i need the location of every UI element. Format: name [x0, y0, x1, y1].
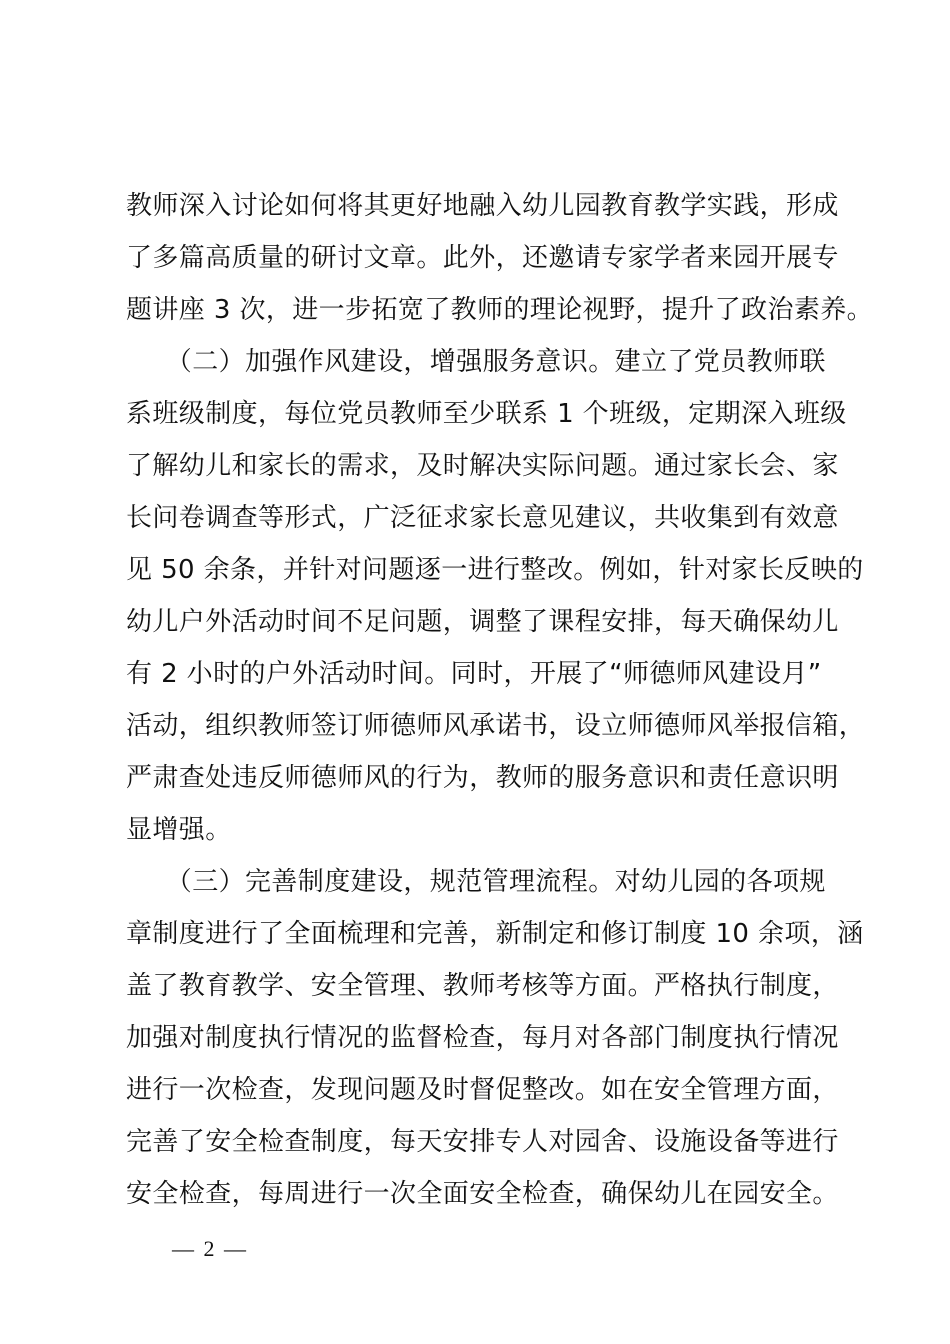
text-line: 了多篇高质量的研讨文章。此外，还邀请专家学者来园开展专 [126, 243, 839, 273]
section-heading-line: （三）完善制度建设，规范管理流程。对幼儿园的各项规 [126, 867, 826, 897]
text-line: 见 50 余条，并针对问题逐一进行整改。例如，针对家长反映的 [126, 555, 864, 585]
text-line: 章制度进行了全面梳理和完善，新制定和修订制度 10 余项，涵 [126, 919, 864, 949]
text-line: 盖了教育教学、安全管理、教师考核等方面。严格执行制度， [126, 971, 839, 1001]
body-text [126, 180, 874, 1220]
text-line: 幼儿户外活动时间不足问题，调整了课程安排，每天确保幼儿 [126, 607, 839, 637]
page-number: — 2 — [172, 1236, 248, 1261]
text-line: 活动，组织教师签订师德师风承诺书，设立师德师风举报信箱， [126, 711, 866, 741]
text-line: 题讲座 3 次，进一步拓宽了教师的理论视野，提升了政治素养。 [126, 295, 874, 325]
text-line: 有 2 小时的户外活动时间。同时，开展了“师德师风建设月” [126, 659, 822, 689]
text-line: 了解幼儿和家长的需求，及时解决实际问题。通过家长会、家 [126, 451, 839, 481]
text-line: 加强对制度执行情况的监督检查，每月对各部门制度执行情况 [126, 1023, 839, 1053]
text-line: 完善了安全检查制度，每天安排专人对园舍、设施设备等进行 [126, 1127, 839, 1157]
text-line: 教师深入讨论如何将其更好地融入幼儿园教育教学实践，形成 [126, 191, 839, 221]
text-line: 长问卷调查等形式，广泛征求家长意见建议，共收集到有效意 [126, 503, 839, 533]
text-line: 显增强。 [126, 815, 232, 845]
text-line: 系班级制度，每位党员教师至少联系 1 个班级，定期深入班级 [126, 399, 847, 429]
section-heading-line: （二）加强作风建设，增强服务意识。建立了党员教师联 [126, 347, 826, 377]
text-line: 严肃查处违反师德师风的行为，教师的服务意识和责任意识明 [126, 763, 839, 793]
text-line: 进行一次检查，发现问题及时督促整改。如在安全管理方面， [126, 1075, 839, 1105]
text-line: 安全检查，每周进行一次全面安全检查，确保幼儿在园安全。 [126, 1179, 839, 1209]
